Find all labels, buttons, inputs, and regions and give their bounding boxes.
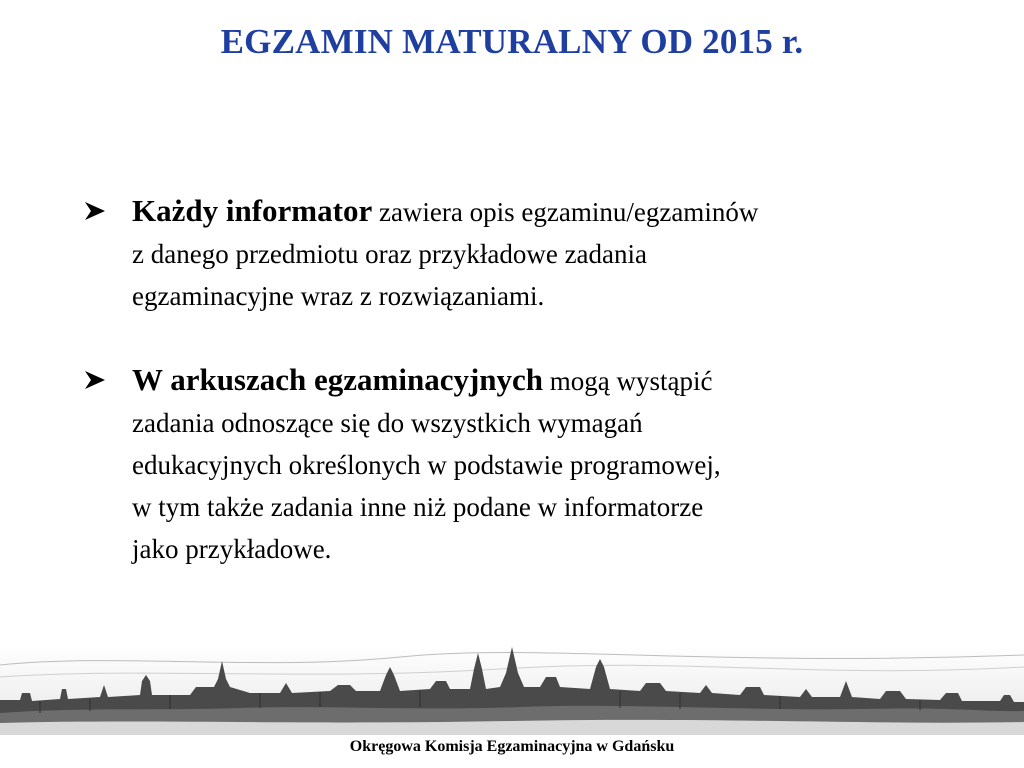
bullet-informator	[84, 190, 944, 317]
bullet-line	[132, 359, 944, 402]
bullet-bold-text: Każdy informator	[132, 193, 373, 228]
bullet-line: w tym także zadania inne niż podane w informatorze	[132, 492, 704, 522]
bullet-line: jako przykładowe.	[132, 534, 332, 564]
city-skyline-illustration	[0, 645, 1024, 735]
bullet-text: zawiera opis egzaminu/egzaminów	[372, 197, 759, 227]
bullet-list	[84, 190, 944, 570]
bullet-bold-text: W arkuszach egzaminacyjnych	[132, 362, 544, 397]
slide-title: EGZAMIN MATURALNY OD 2015 r.	[220, 22, 804, 61]
bullet-line	[132, 190, 944, 233]
bullet-line: zadania odnoszące się do wszystkich wymagań	[132, 408, 643, 438]
arrow-bullet-icon	[84, 359, 110, 401]
bullet-text: mogą wystąpić	[543, 366, 713, 396]
arrow-bullet-icon	[84, 190, 110, 232]
footer-institution: Okręgowa Komisja Egzaminacyjna w Gdańsku	[349, 738, 675, 755]
bullet-line: z danego przedmiotu oraz przykładowe zadania	[132, 239, 648, 269]
bullet-line: edukacyjnych określonych w podstawie programowej,	[132, 450, 721, 480]
bullet-line: egzaminacyjne wraz z rozwiązaniami.	[132, 281, 545, 311]
bullet-arkusze	[84, 359, 944, 570]
